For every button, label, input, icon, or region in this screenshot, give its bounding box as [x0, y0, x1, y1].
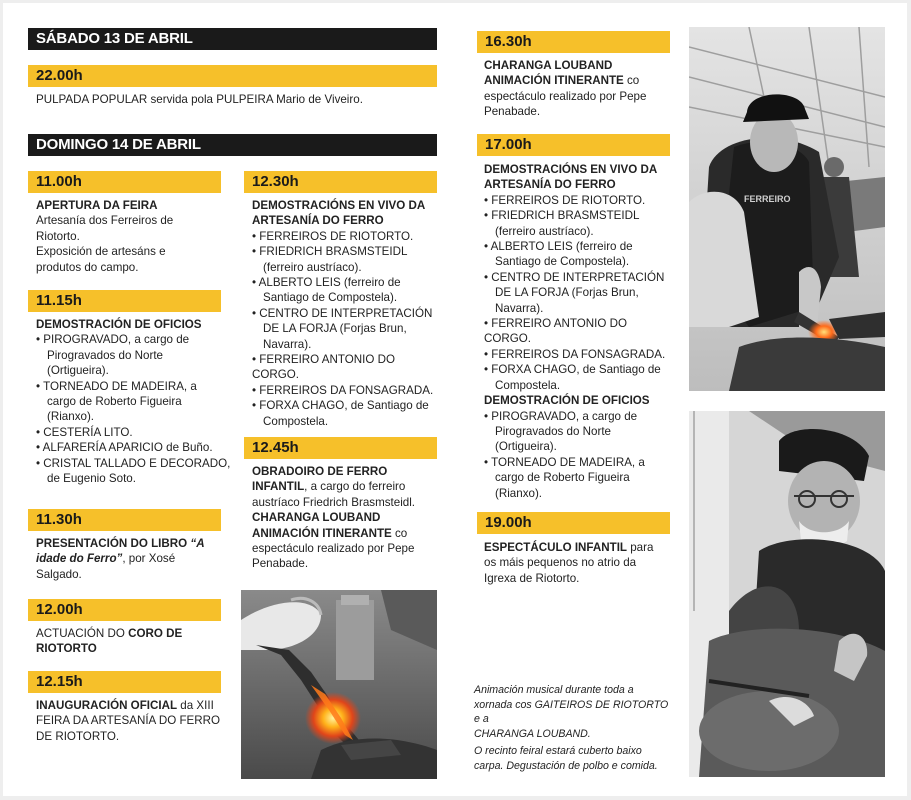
list-item-line: cargo de Roberto Figueira: [47, 395, 182, 409]
event-1200-text: ACTUACIÓN DO: [36, 627, 129, 640]
event-1130-book: idade do Ferro”: [36, 552, 123, 566]
event-1215-title: INAUGURACIÓN OFICIAL: [36, 699, 178, 712]
event-1115-title: DEMOSTRACIÓN DE OFICIOS: [36, 318, 202, 331]
list-item-line: Pirogravados do Norte: [47, 348, 163, 362]
list-item-line: de Eugenio Soto.: [47, 472, 136, 486]
note-music-line: xornada cos GAITEIROS DE RIOTORTO e a: [474, 698, 669, 725]
list-item: [484, 362, 674, 393]
list-item: [252, 306, 442, 352]
list-item: [484, 270, 674, 316]
event-1230: [252, 198, 442, 429]
list-item-line: Pirogravados do Norte: [495, 424, 611, 438]
list-item: [484, 409, 674, 455]
event-1215-text: DE RIOTORTO.: [36, 729, 120, 743]
event-1900-text: os máis pequenos no atrio da: [484, 556, 637, 570]
event-1100-line: Exposición de artesáns e: [36, 245, 166, 259]
event-1900-text: para: [627, 541, 654, 554]
event-1100-line: Riotorto.: [36, 229, 80, 243]
forge-blade-illustration: [241, 590, 437, 779]
sunday-heading-text: DOMINGO 14 DE ABRIL: [36, 136, 201, 153]
event-1230-title: ARTESANÍA DO FERRO: [252, 214, 384, 228]
list-item-line: DE LA FORJA (Forjas Brun,: [263, 322, 407, 336]
list-item-line: (Ortigueira).: [495, 440, 557, 454]
glasses-blacksmith-photo: [689, 411, 885, 777]
event-1100-line: Artesanía dos Ferreiros de: [36, 214, 174, 228]
list-item-line: Santiago de Compostela).: [495, 255, 630, 269]
list-item-line: • CENTRO DE INTERPRETACIÓN: [484, 270, 665, 284]
note-venue: [474, 744, 674, 773]
list-item-line: • FRIEDRICH BRASMSTEIDL: [252, 245, 408, 259]
list-item-line: • PIROGRAVADO, a cargo de: [484, 409, 638, 423]
event-1230-title: DEMOSTRACIÓNS EN VIVO DA: [252, 199, 426, 212]
forge-blade-photo: [241, 590, 437, 779]
list-item-line: • FERREIROS DA FONSAGRADA.: [252, 383, 434, 397]
list-item-line: cargo de Roberto Figueira: [495, 471, 630, 485]
event-1630-text: espectáculo realizado por Pepe: [484, 89, 647, 103]
list-item: [252, 352, 442, 383]
list-item: [484, 455, 674, 501]
saturday-heading: [28, 28, 437, 50]
list-item: [484, 239, 674, 270]
event-1130-author: , por Xosé: [122, 552, 176, 566]
list-item: [252, 398, 442, 429]
list-item: [484, 208, 674, 239]
list-item-line: • FORXA CHAGO, de Santiago de: [484, 363, 661, 377]
event-1115-list: [36, 332, 231, 486]
event-1245-text: co: [391, 526, 408, 540]
apron-label: FERREIRO: [744, 194, 791, 204]
list-item: [484, 347, 674, 362]
event-1200-choir: RIOTORTO: [36, 642, 97, 656]
list-item-line: (ferreiro austríaco).: [263, 260, 362, 274]
list-item-line: • FRIEDRICH BRASMSTEIDL: [484, 209, 640, 223]
event-1245-text: Penabade.: [252, 557, 309, 571]
note-music-line: Animación musical durante toda a: [474, 684, 634, 696]
event-1215: [36, 698, 236, 744]
event-1215-text: da XIII: [177, 699, 214, 712]
list-item-line: • FERREIROS DA FONSAGRADA.: [484, 347, 666, 361]
time-badge-1215: 12.15h: [28, 671, 221, 693]
list-item-line: Navarra).: [263, 337, 312, 351]
note-music-line: CHARANGA LOUBAND.: [474, 727, 591, 740]
list-item-line: • PIROGRAVADO, a cargo de: [36, 333, 190, 347]
list-item: [484, 193, 674, 208]
event-1245-text: , a cargo do ferreiro: [304, 480, 406, 494]
list-item-line: • FERREIROS DE RIOTORTO.: [252, 229, 414, 243]
list-item: [36, 332, 231, 378]
event-1630-text: co: [623, 74, 640, 88]
list-item-line: (Rianxo).: [495, 486, 543, 500]
sunday-heading: [28, 134, 437, 156]
time-badge-1245: 12.45h: [244, 437, 437, 459]
time-badge-1200: 12.00h: [28, 599, 221, 621]
list-item: [252, 275, 442, 306]
event-1630-text: Penabade.: [484, 105, 541, 119]
list-item-line: (Rianxo).: [47, 410, 95, 424]
list-item: [252, 383, 442, 398]
event-1630-title: CHARANGA LOUBAND: [484, 59, 613, 72]
event-1130-title: PRESENTACIÓN DO LIBRO: [36, 537, 191, 550]
event-1245-title: INFANTIL: [252, 480, 305, 494]
list-item-line: • TORNEADO DE MADEIRA, a: [36, 379, 197, 393]
time-badge-1100: 11.00h: [28, 171, 221, 193]
event-1630-title: ANIMACIÓN ITINERANTE: [484, 74, 624, 88]
list-item-line: • TORNEADO DE MADEIRA, a: [484, 455, 645, 469]
note-venue-line: carpa. Degustación de polbo e comida.: [474, 759, 658, 772]
list-item-line: • CENTRO DE INTERPRETACIÓN: [252, 306, 433, 320]
list-item: [36, 425, 231, 440]
event-1215-text: FEIRA DA ARTESANÍA DO FERRO: [36, 714, 221, 728]
event-1230-list: [252, 229, 442, 429]
note-music: [474, 683, 674, 741]
event-1700-list: [484, 193, 674, 393]
list-item: [252, 244, 442, 275]
time-badge-1115: 11.15h: [28, 290, 221, 312]
event-1100-line: produtos do campo.: [36, 260, 139, 274]
event-1700: [484, 162, 674, 501]
event-1700-title: DEMOSTRACIÓN DE OFICIOS: [484, 394, 650, 408]
list-item-line: • ALBERTO LEIS (ferreiro de: [252, 276, 401, 290]
list-item: [36, 456, 231, 487]
list-item-line: • FERREIRO ANTONIO DO CORGO.: [484, 317, 627, 346]
event-1130-author: Salgado.: [36, 567, 82, 581]
list-item-line: (Ortigueira).: [47, 364, 109, 378]
event-1130-book: “A: [190, 537, 205, 550]
list-item-line: • ALFARERÍA APARICIO de Buño.: [36, 441, 213, 455]
glasses-blacksmith-illustration: [689, 411, 885, 777]
time-badge-2200: 22.00h: [28, 65, 437, 87]
event-1245-title: CHARANGA LOUBAND: [252, 511, 381, 525]
event-1900-text: Igrexa de Riotorto.: [484, 571, 580, 585]
list-item-line: Compostela.: [263, 414, 329, 428]
time-badge-1230: 12.30h: [244, 171, 437, 193]
event-1245: [252, 464, 442, 572]
event-2200-text: PULPADA POPULAR servida pola PULPEIRA Mario de Viveiro.: [36, 93, 363, 106]
event-1245-title: OBRADOIRO DE FERRO: [252, 465, 388, 478]
list-item: [484, 316, 674, 347]
event-1900-title: ESPECTÁCULO INFANTIL: [484, 541, 627, 554]
list-item-line: Navarra).: [495, 301, 544, 315]
event-1700-title: DEMOSTRACIÓNS EN VIVO DA: [484, 163, 658, 176]
event-1245-title: ANIMACIÓN ITINERANTE: [252, 526, 392, 540]
time-badge-1900: 19.00h: [477, 512, 670, 534]
time-badge-1130: 11.30h: [28, 509, 221, 531]
list-item-line: DE LA FORJA (Forjas Brun,: [495, 286, 639, 300]
event-1700-title: ARTESANÍA DO FERRO: [484, 178, 616, 192]
list-item: [36, 440, 231, 455]
event-1245-text: espectáculo realizado por Pepe: [252, 542, 415, 556]
list-item-line: • CESTERÍA LITO.: [36, 425, 133, 439]
list-item: [252, 229, 442, 244]
event-1130: [36, 536, 231, 582]
list-item-line: • FORXA CHAGO, de Santiago de: [252, 399, 429, 413]
blacksmith-photo: [689, 27, 885, 391]
event-1630: [484, 58, 674, 120]
list-item-line: Compostela.: [495, 378, 561, 392]
saturday-heading-text: SÁBADO 13 DE ABRIL: [36, 30, 193, 47]
program-page: [3, 3, 907, 796]
blacksmith-illustration: [689, 27, 885, 391]
event-1900: [484, 540, 674, 586]
list-item-line: • FERREIRO ANTONIO DO CORGO.: [252, 353, 395, 382]
list-item: [36, 379, 231, 425]
list-item-line: (ferreiro austríaco).: [495, 224, 594, 238]
event-1100: [36, 198, 226, 275]
list-item-line: • CRISTAL TALLADO E DECORADO,: [36, 456, 231, 470]
time-badge-1630: 16.30h: [477, 31, 670, 53]
list-item-line: Santiago de Compostela).: [263, 291, 398, 305]
time-badge-1700: 17.00h: [477, 134, 670, 156]
event-1245-text: austríaco Friedrich Brasmsteidl.: [252, 495, 416, 509]
note-venue-line: O recinto feiral estará cuberto baixo: [474, 745, 642, 757]
list-item-line: • FERREIROS DE RIOTORTO.: [484, 193, 646, 207]
list-item-line: • ALBERTO LEIS (ferreiro de: [484, 240, 633, 254]
event-1115: [36, 317, 231, 486]
event-1100-title: APERTURA DA FEIRA: [36, 199, 158, 212]
event-1200: [36, 626, 231, 657]
event-1700-list: [484, 409, 674, 501]
event-1200-choir: CORO DE: [128, 627, 183, 640]
